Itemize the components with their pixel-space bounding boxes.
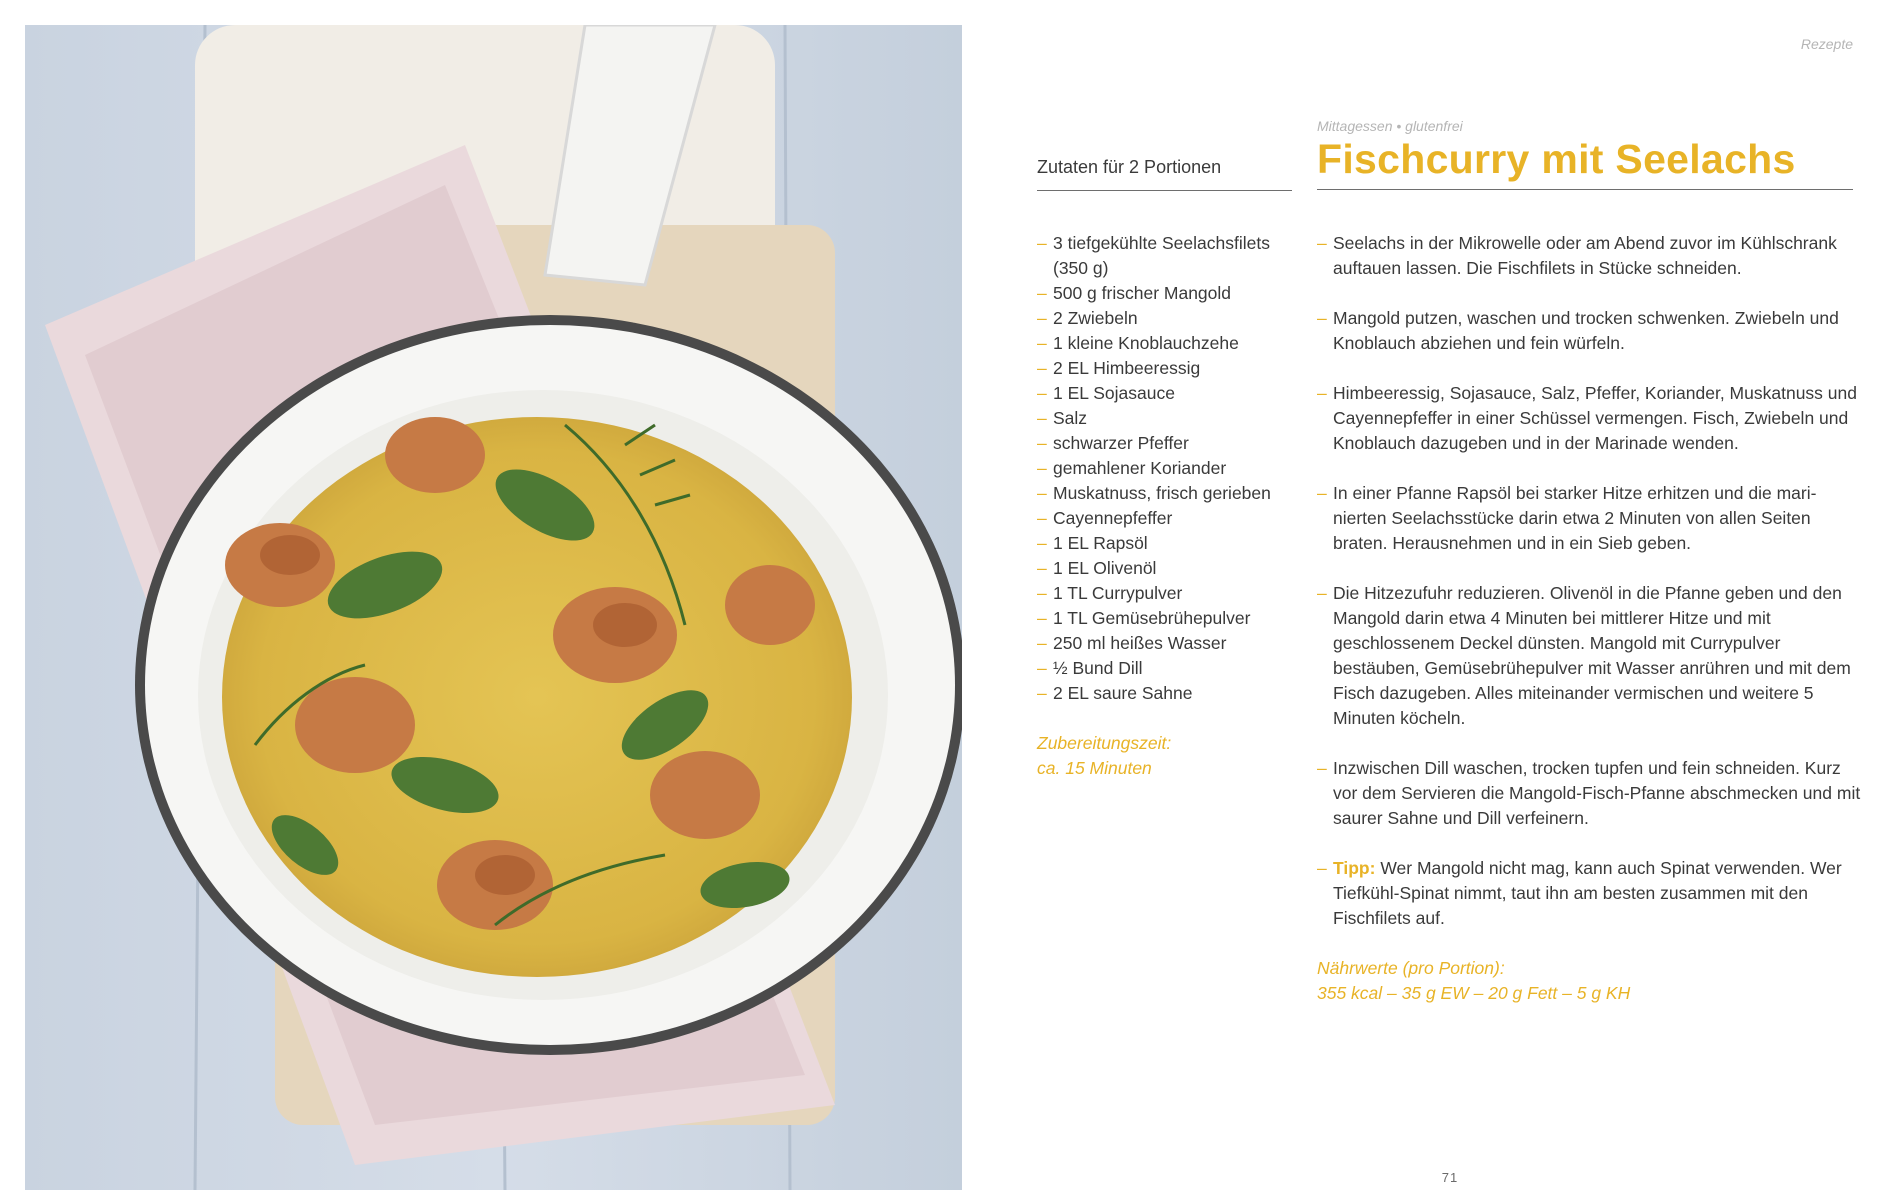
ingredient-item: – 3 tiefgekühlte Seelachsfilets (350 g): [1037, 231, 1297, 281]
ingredient-item: – 1 TL Gemüsebrühepulver: [1037, 606, 1297, 631]
ingredient-item: – gemahlener Koriander: [1037, 456, 1297, 481]
ingredient-item: – ½ Bund Dill: [1037, 656, 1297, 681]
recipe-photo: [25, 25, 962, 1190]
ingredient-item: – 250 ml heißes Wasser: [1037, 631, 1297, 656]
recipe-title: Fischcurry mit Seelachs: [1317, 136, 1853, 190]
ingredients-title: Zutaten für 2 Portionen: [1037, 157, 1292, 191]
tip: [1317, 856, 1862, 931]
instruction-step: – Die Hitzezufuhr reduzieren. Olivenöl in die Pfanne geben und den Mangold darin etwa 4 Minuten bei mittlerer Hitze und mit geschlossenem Deckel dünsten. Mangold mit Currypulver bestäuben, Gemüsebrühepulver mit Wasser anrühren und mit dem Fisch dazugeben. Alles miteinander vermischen und weitere 5 Minuten köcheln.: [1317, 581, 1862, 731]
instruction-step: – Seelachs in der Mikrowelle oder am Abend zuvor im Kühlschrank auftauen lassen. Die Fischfilets in Stücke schneiden.: [1317, 231, 1862, 281]
ingredient-item: – Salz: [1037, 406, 1297, 431]
nutrition-info: [1317, 956, 1630, 1006]
ingredient-item: – Cayennepfeffer: [1037, 506, 1297, 531]
ingredient-item: – 2 Zwiebeln: [1037, 306, 1297, 331]
page-number: 71: [1441, 1170, 1459, 1185]
ingredient-item: – 1 TL Currypulver: [1037, 581, 1297, 606]
instruction-step: – Inzwischen Dill waschen, trocken tupfen und fein schneiden. Kurz vor dem Servieren die Mangold-Fisch-Pfanne abschmecken und mit saurer Sahne und Dill verfeinern.: [1317, 756, 1862, 831]
ingredient-item: – 2 EL saure Sahne: [1037, 681, 1297, 706]
ingredient-item: – 1 EL Sojasauce: [1037, 381, 1297, 406]
prep-time-value: ca. 15 Minuten: [1037, 758, 1152, 778]
prep-time-label: Zubereitungszeit:: [1037, 733, 1172, 753]
ingredient-item: – 1 EL Olivenöl: [1037, 556, 1297, 581]
dish-illustration: [25, 25, 962, 1190]
ingredient-list: [1037, 231, 1297, 706]
tip-label: Tipp:: [1333, 858, 1376, 878]
ingredient-item: – schwarzer Pfeffer: [1037, 431, 1297, 456]
nutrition-label: Nährwerte (pro Portion):: [1317, 958, 1505, 978]
recipe-category: Mittagessen • glutenfrei: [1317, 118, 1463, 134]
instruction-step: – Himbeeressig, Sojasauce, Salz, Pfeffer, Koriander, Muskatnuss und Cayennepfeffer in einer Schüssel vermengen. Fisch, Zwiebeln und Knoblauch dazugeben und in der Marinade wenden.: [1317, 381, 1862, 456]
tip-text: Wer Mangold nicht mag, kann auch Spinat verwenden. Wer Tiefkühl-Spinat nimmt, taut ihn am besten zusammen mit den Fischfilets auf.: [1333, 858, 1842, 928]
ingredient-item: – 1 kleine Knoblauchzehe: [1037, 331, 1297, 356]
instruction-step: – In einer Pfanne Rapsöl bei starker Hitze erhitzen und die marinierten Seelachsstücke darin etwa 2 Minuten von allen Seiten braten. Herausnehmen und in ein Sieb geben.: [1317, 481, 1862, 556]
instruction-step: – Mangold putzen, waschen und trocken schwenken. Zwiebeln und Knoblauch abziehen und fein würfeln.: [1317, 306, 1862, 356]
prep-time: [1037, 731, 1171, 781]
ingredient-item: – Muskatnuss, frisch gerieben: [1037, 481, 1297, 506]
ingredient-item: – 2 EL Himbeeressig: [1037, 356, 1297, 381]
ingredient-item: – 500 g frischer Mangold: [1037, 281, 1297, 306]
section-label: Rezepte: [1800, 36, 1853, 52]
nutrition-value: 355 kcal – 35 g EW – 20 g Fett – 5 g KH: [1317, 983, 1631, 1003]
instructions: [1317, 231, 1862, 956]
ingredient-item: – 1 EL Rapsöl: [1037, 531, 1297, 556]
